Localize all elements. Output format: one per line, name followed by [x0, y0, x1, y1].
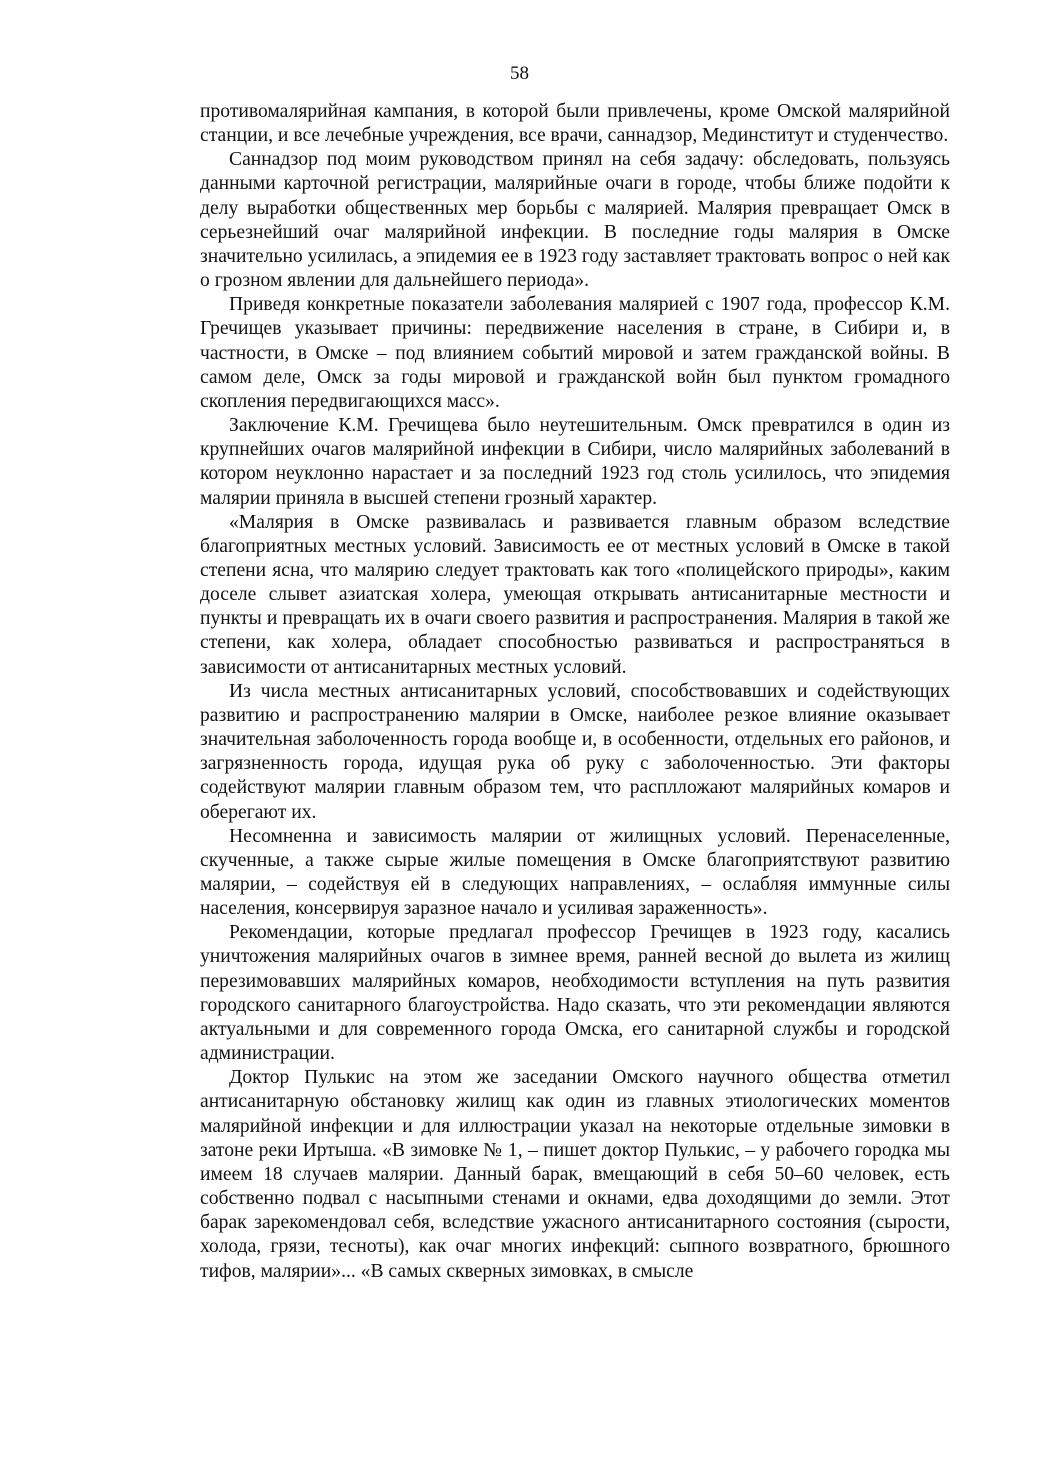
page-number: 58	[510, 63, 529, 84]
paragraph: Заключение К.М. Гречищева было неутешительным. Омск превратился в один из крупнейших очагов малярийной инфекции в Сибири, число малярийных заболеваний в котором неуклонно нарастает и за последний 1923 год столь усилилось, что эпидемия малярии приняла в высшей степени грозный характер.	[200, 415, 950, 509]
paragraph: Саннадзор под моим руководством принял на себя задачу: обследовать, пользуясь данными карточной регистрации, малярийные очаги в городе, чтобы ближе подойти к делу выработки общественных мер борьбы с малярией. Малярия превращает Омск в серьезнейший очаг малярийной инфекции. В последние годы малярия в Омске значительно усилилась, а эпидемия ее в 1923 году заставляет трактовать вопрос о ней как о грозном явлении для дальнейшего периода».	[200, 149, 950, 292]
body-text	[200, 100, 950, 1284]
paragraph: Из числа местных антисанитарных условий, способствовавших и содействующих развитию и распространению малярии в Омске, наиболее резкое влияние оказывает значительная заболоченность города вообще и, в особенности, отдельных его районов, и загрязненность города, идущая рука об руку с заболоченностью. Эти факторы содействуют малярии главным образом тем, что расплложают малярийных комаров и оберегают их.	[200, 680, 950, 823]
paragraph-continuation: противомалярийная кампания, в которой были привлечены, кроме Омской малярийной станции, и все лечебные учреждения, все врачи, саннадзор, Мединститут и студенчество.	[200, 101, 950, 147]
paragraph: Доктор Пулькис на этом же заседании Омского научного общества отметил антисанитарную обстановку жилищ как один из главных этиологических моментов малярийной инфекции и для иллюстрации указал на некоторые отдельные зимовки в затоне реки Иртыша. «В зимовке № 1, – пишет доктор Пулькис, – у рабочего городка мы имеем 18 случаев малярии. Данный барак, вмещающий в себя 50–60 человек, есть собственно подвал с насыпными стенами и окнами, едва доходящими до земли. Этот барак зарекомендовал себя, вследствие ужасного антисанитарного состояния (сырости, холода, грязи, тесноты), как очаг многих инфекций: сыпного возвратного, брюшного тифов, малярии»... «В самых скверных зимовках, в смысле	[200, 1067, 950, 1282]
paragraph: «Малярия в Омске развивалась и развивается главным образом вследствие благоприятных местных условий. Зависимость ее от местных условий в Омске в такой степени ясна, что малярию следует трактовать как того «полицейского природы», каким доселе слывет азиатская холера, умеющая открывать антисанитарные местности и пункты и превращать их в очаги своего развития и распространения. Малярия в такой же степени, как холера, обладает способностью развиваться и распространяться в зависимости от антисанитарных местных условий.	[200, 511, 950, 678]
paragraph: Приведя конкретные показатели заболевания малярией с 1907 года, профессор К.М. Гречищев указывает причины: передвижение населения в стране, в Сибири и, в частности, в Омске – под влиянием событий мировой и затем гражданской войны. В самом деле, Омск за годы мировой и гражданской войн был пунктом громадного скопления передвигающихся масс».	[200, 294, 950, 412]
paragraph: Рекомендации, которые предлагал профессор Гречищев в 1923 году, касались уничтожения малярийных очагов в зимнее время, ранней весной до вылета из жилищ перезимовавших малярийных комаров, необходимости вступления на путь развития городского санитарного благоустройства. Надо сказать, что эти рекомендации являются актуальными и для современного города Омска, его санитарной службы и городской администрации.	[200, 922, 950, 1065]
paragraph: Несомненна и зависимость малярии от жилищных условий. Перенаселенные, скученные, а также сырые жилые помещения в Омске благоприятствуют развитию малярии, – содействуя ей в следующих направлениях, – ослабляя иммунные силы населения, консервируя заразное начало и усиливая зараженность».	[200, 825, 950, 920]
